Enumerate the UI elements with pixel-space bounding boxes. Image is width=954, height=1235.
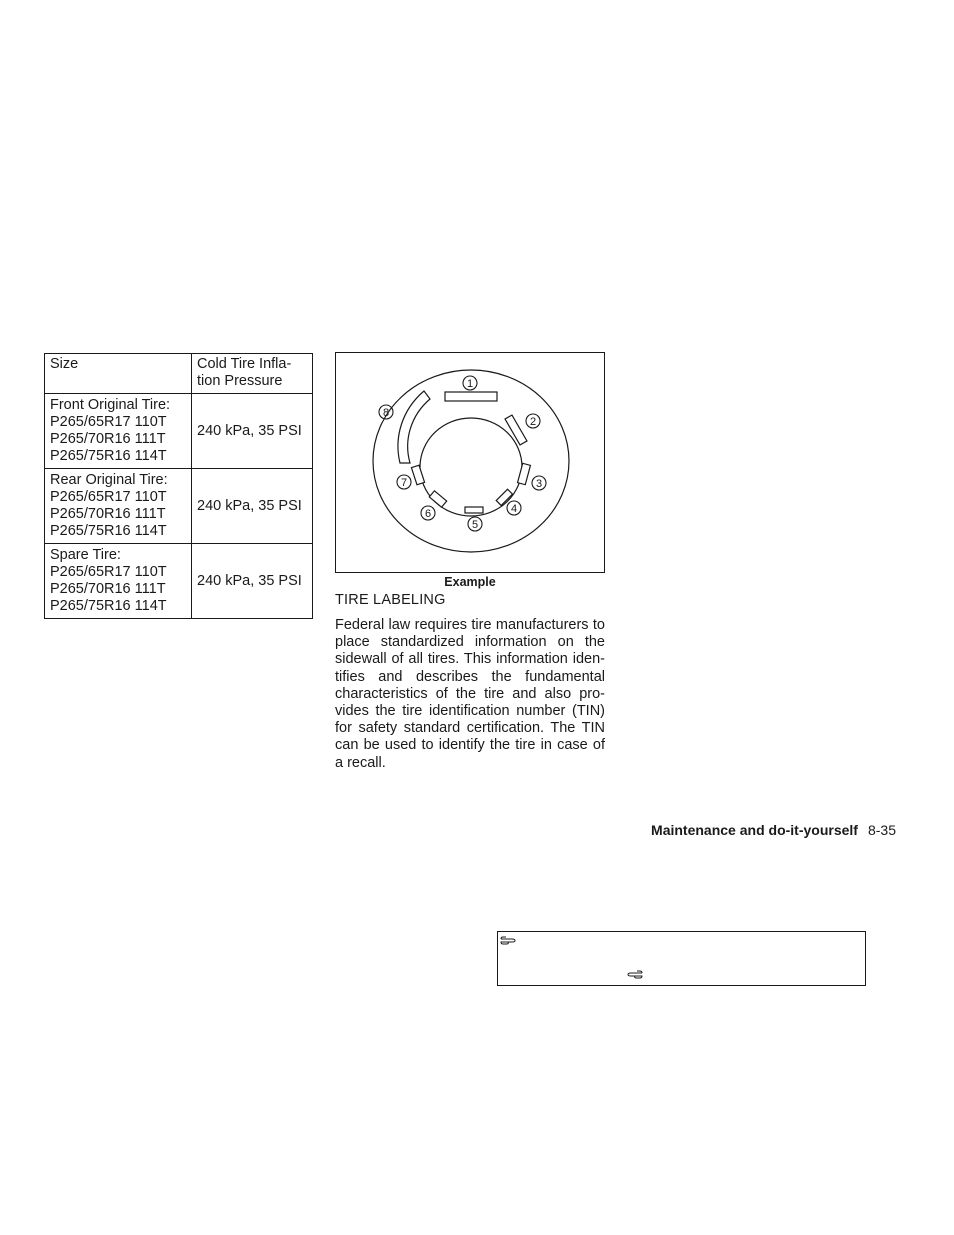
size-cell: [45, 544, 192, 619]
pressure-cell: 240 kPa, 35 PSI: [192, 544, 313, 619]
hand-pointing-right-icon: [500, 934, 518, 946]
tire-position-label: Front Original Tire:: [50, 397, 171, 413]
callout-label-3: 3: [535, 478, 543, 490]
size-cell: [45, 469, 192, 544]
callout-label-7: 7: [400, 477, 408, 489]
table-row-front: [45, 394, 313, 469]
page-footer: [651, 822, 896, 838]
reference-note-box: [497, 931, 866, 986]
label-region-2-marking: [505, 415, 527, 445]
label-region-8-marking: [398, 391, 430, 463]
callout-label-1: 1: [466, 378, 474, 390]
label-region-6-marking: [429, 491, 446, 507]
label-region-5-marking: [465, 507, 483, 513]
callout-label-6: 6: [424, 508, 432, 520]
tire-size: P265/75R16 114T: [50, 598, 167, 614]
tire-size: P265/65R17 110T: [50, 564, 167, 580]
header-pressure-label-line2: tion Pressure: [197, 373, 283, 389]
size-cell: [45, 394, 192, 469]
footer-page-number: 8-35: [867, 822, 896, 838]
table-row-rear: [45, 469, 313, 544]
tire-size: P265/70R16 111T: [50, 581, 166, 597]
tire-pressure-table: [44, 353, 313, 619]
label-region-1-marking: [445, 392, 497, 401]
tire-size: P265/75R16 114T: [50, 448, 167, 464]
header-pressure-cell: [192, 354, 313, 394]
tire-size: P265/65R17 110T: [50, 489, 167, 505]
table-row-spare: [45, 544, 313, 619]
tire-sidewall-diagram: [336, 353, 604, 572]
figure-caption: Example: [444, 575, 496, 589]
callout-label-5: 5: [471, 519, 479, 531]
pressure-cell: 240 kPa, 35 PSI: [192, 469, 313, 544]
tire-size: P265/70R16 111T: [50, 506, 166, 522]
callout-label-2: 2: [529, 416, 537, 428]
tire-size: P265/65R17 110T: [50, 414, 167, 430]
tire-size: P265/75R16 114T: [50, 523, 167, 539]
table-header-row: [45, 354, 313, 394]
pressure-cell: 240 kPa, 35 PSI: [192, 394, 313, 469]
header-pressure-label-line1: Cold Tire Infla-: [197, 356, 292, 372]
hand-pointing-left-icon: [625, 968, 643, 980]
tire-position-label: Rear Original Tire:: [50, 472, 168, 488]
section-body-text: Federal law requires tire manufacturers to place standardized information on the sidewall of all tires. This information identifies and describes the fundamental characteristics of the tire and also provides the tire identification number (TIN) for safety standard certification. The TIN can be used to identify the tire in case of a recall.: [335, 617, 605, 771]
callout-label-8: 8: [382, 407, 390, 419]
label-region-3-marking: [518, 463, 531, 484]
callout-label-4: 4: [510, 503, 518, 515]
header-size-cell: [45, 354, 192, 394]
section-heading: TIRE LABELING: [335, 592, 446, 608]
header-size-label: Size: [50, 356, 79, 372]
tire-sidewall-figure: [335, 352, 605, 573]
footer-section-name: Maintenance and do-it-yourself: [651, 822, 858, 838]
tire-size: P265/70R16 111T: [50, 431, 166, 447]
label-region-7-marking: [411, 465, 424, 485]
tire-position-label: Spare Tire:: [50, 547, 121, 563]
